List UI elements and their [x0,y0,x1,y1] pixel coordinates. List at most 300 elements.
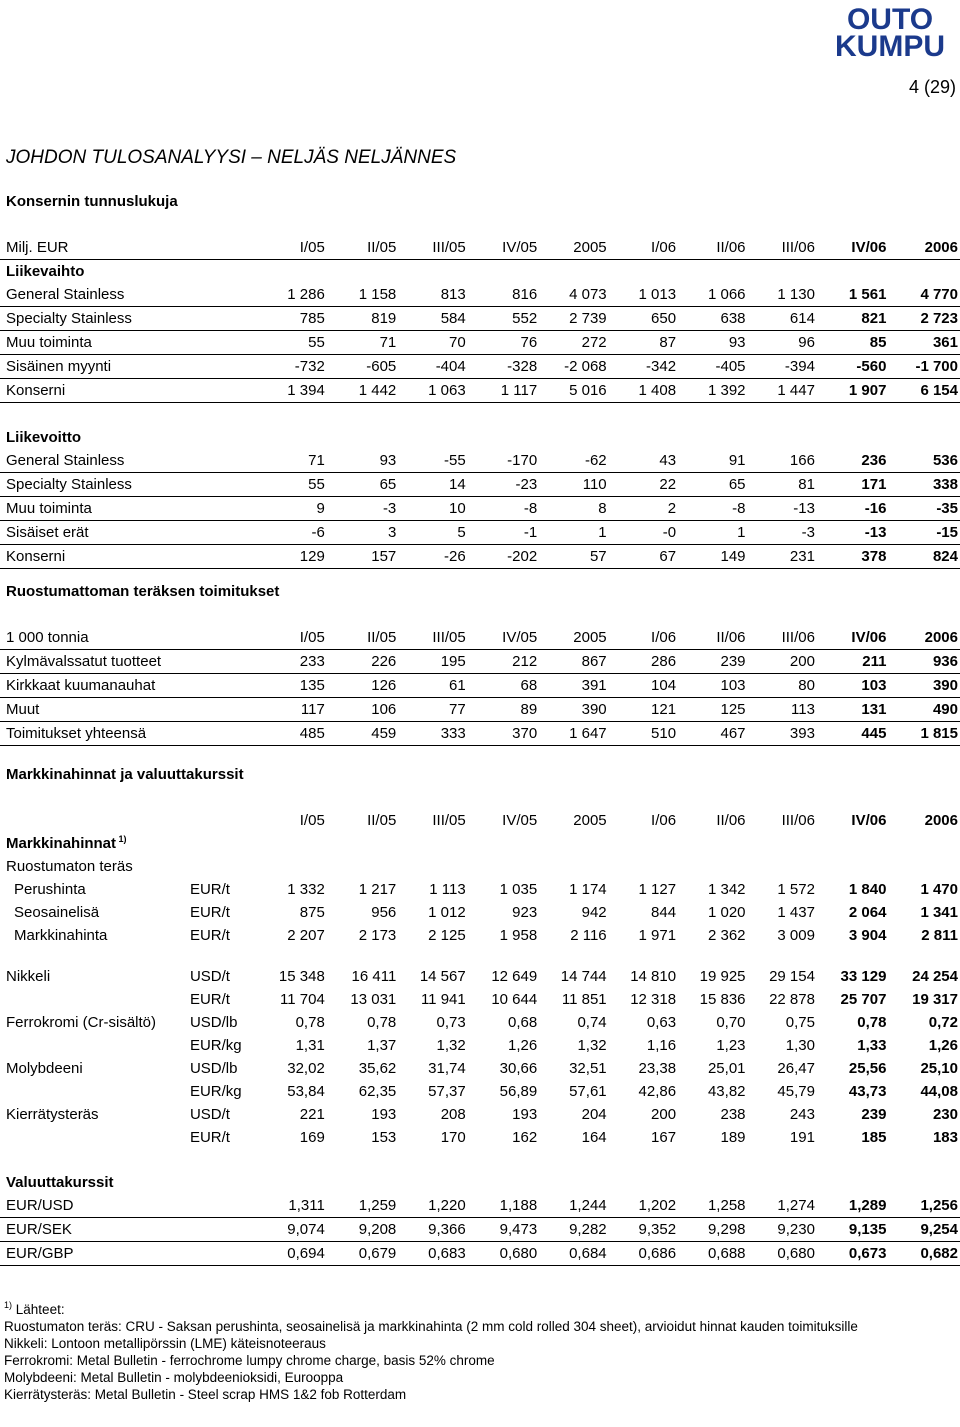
column-header: I/05 [255,236,326,260]
table-cell: 1,32 [577,1037,607,1054]
table-cell: 55 [255,331,326,355]
table-cell: 9,230 [748,1218,817,1242]
table-header-row [0,236,960,260]
table-cell: 93 [678,331,747,355]
table-cell: 467 [678,722,747,746]
table-cell: 1 447 [748,379,817,403]
table-cell: 9,074 [255,1218,326,1242]
table-cell: 5 016 [539,379,608,403]
table-cell: 25,10 [920,1060,958,1077]
footnote-line: Ferrokromi: Metal Bulletin - ferrochrome lumpy chrome charge, basis 52% chrome [4,1353,495,1368]
group-title: Ruostumaton teräs [6,858,133,875]
group-title-row [0,832,960,855]
table-cell: 1,33 [857,1037,887,1054]
table-cell: 1,289 [817,1194,888,1218]
table-cell: -26 [398,545,467,569]
table-row [0,1057,960,1080]
table-cell: 393 [748,722,817,746]
table-cell: 25,01 [707,1060,746,1077]
table-cell: 238 [720,1106,746,1123]
row-label: EUR/USD [0,1194,190,1218]
table-cell: 0,70 [716,1014,746,1031]
table-row [0,650,960,674]
table-cell: 1 561 [817,283,888,307]
table-cell: 71 [255,449,326,473]
table-cell: 1,244 [539,1194,608,1218]
row-unit: USD/lb [189,1014,238,1031]
table-row [0,307,960,331]
table-cell: 125 [678,698,747,722]
row-label: Konserni [0,379,255,403]
table-cell: 1 012 [428,904,466,921]
table-cell: 0,75 [785,1014,815,1031]
table-cell: 510 [609,722,678,746]
table-cell: 1 127 [638,881,677,898]
table-cell: -8 [468,497,539,521]
table-cell: 1 286 [255,283,326,307]
table-cell: 0,78 [295,1014,325,1031]
table-cell: 1,311 [255,1194,326,1218]
key-figures-table [0,236,960,569]
outokumpu-logo [822,4,958,58]
column-header: II/06 [716,812,746,829]
column-header: III/06 [748,236,817,260]
table-cell: 0,682 [888,1242,960,1266]
table-row [0,1034,960,1057]
table-cell: 93 [327,449,398,473]
table-cell: 65 [678,473,747,497]
table-cell: 1 113 [429,881,466,898]
table-cell: 26,47 [777,1060,815,1077]
table-cell: 239 [861,1106,887,1123]
table-cell: 361 [888,331,960,355]
row-label: Specialty Stainless [0,473,255,497]
table-cell: 936 [888,650,960,674]
table-cell: 1 647 [539,722,608,746]
column-header: III/05 [398,236,467,260]
table-cell: 57,37 [428,1083,466,1100]
table-cell: 43 [609,449,678,473]
table-cell: 56,89 [499,1083,538,1100]
table-cell: 8 [539,497,608,521]
table-cell: 208 [440,1106,466,1123]
table-cell: 2 116 [570,927,607,944]
table-cell: 14 [398,473,467,497]
row-label [0,988,190,1011]
table-cell: 1 442 [327,379,398,403]
column-header: 2005 [573,812,607,829]
table-cell: 14 744 [560,968,607,985]
table-cell: 193 [512,1106,538,1123]
table-cell: -394 [748,355,817,379]
table-cell: 1 217 [358,881,397,898]
table-cell: 162 [512,1129,538,1146]
group-title: Valuuttakurssit [6,1174,114,1191]
table-cell: 0,72 [928,1014,958,1031]
table-cell: 6 154 [888,379,960,403]
row-unit [190,1242,255,1266]
table-cell: 9,473 [468,1218,539,1242]
table-cell: 81 [748,473,817,497]
footnote-line: Nikkeli: Lontoon metallipörssin (LME) käteisnoteeraus [4,1336,326,1351]
table-cell: 230 [932,1106,958,1123]
column-header: 2006 [888,236,960,260]
table-cell: 189 [720,1129,746,1146]
table-cell: 12 318 [630,991,677,1008]
row-label: Perushinta [14,881,86,898]
table-cell: 1 063 [398,379,467,403]
row-unit: EUR/t [189,927,230,944]
table-cell: 0,694 [255,1242,326,1266]
table-cell: 3 009 [777,927,815,944]
table-cell: 2 173 [358,927,397,944]
table-cell: 2 064 [848,904,887,921]
table-row [0,988,960,1011]
table-cell: 1,26 [928,1037,958,1054]
table-cell: 9,208 [327,1218,398,1242]
logo-text-bottom: KUMPU [835,30,945,58]
table-cell: 1 035 [499,881,538,898]
row-label: Muut [0,698,255,722]
table-cell: 32,51 [569,1060,607,1077]
table-cell: 65 [327,473,398,497]
table-cell: 819 [327,307,398,331]
table-cell: 1 013 [609,283,678,307]
table-cell: 23,38 [638,1060,677,1077]
column-header: 2005 [539,236,608,260]
table-cell: 638 [678,307,747,331]
table-cell: 1,188 [468,1194,539,1218]
column-header: IV/05 [468,626,539,650]
table-cell: 1 342 [707,881,746,898]
table-cell: 14 567 [419,968,466,985]
table-cell: 1,202 [609,1194,678,1218]
table-cell: 68 [468,674,539,698]
row-unit: EUR/kg [189,1037,242,1054]
table-cell: 57 [539,545,608,569]
table-cell: -6 [255,521,326,545]
row-unit [190,1194,255,1218]
table-cell: 1,37 [367,1037,397,1054]
table-cell: 16 411 [351,968,397,985]
row-label: Kylmävalssatut tuotteet [0,650,255,674]
table-cell: 42,86 [638,1083,677,1100]
column-header: II/06 [678,626,747,650]
table-cell: 5 [398,521,467,545]
table-cell: 2 [609,497,678,521]
table-cell: 1 341 [920,904,958,921]
table-cell: 55 [255,473,326,497]
table-cell: 11 704 [280,991,325,1008]
table-row [0,924,960,947]
table-cell: 614 [748,307,817,331]
table-row [0,497,960,521]
table-cell: 200 [651,1106,677,1123]
table-cell: 153 [371,1129,397,1146]
table-cell: 211 [817,650,888,674]
table-cell: 106 [327,698,398,722]
table-cell: 1,31 [295,1037,325,1054]
table-cell: 19 925 [699,968,746,985]
table-cell: 9 [255,497,326,521]
row-label: Sisäinen myynti [0,355,255,379]
table-cell: -23 [468,473,539,497]
table-cell: 96 [748,331,817,355]
table-cell: 0,683 [398,1242,467,1266]
table-cell: 1 907 [817,379,888,403]
table-cell: 243 [789,1106,815,1123]
spacer-row [0,947,960,965]
table-cell: 35,62 [358,1060,397,1077]
table-cell: 15 348 [278,968,325,985]
column-header: III/05 [432,812,466,829]
table-row [0,722,960,746]
row-label: Konserni [0,545,255,569]
table-cell: 4 073 [539,283,608,307]
table-cell: 1,258 [678,1194,747,1218]
column-header: II/06 [678,236,747,260]
table-cell: -405 [678,355,747,379]
column-header-unit [0,809,190,832]
table-row [0,674,960,698]
table-cell: -16 [817,497,888,521]
table-cell: 29 154 [769,968,815,985]
table-cell: -170 [468,449,539,473]
table-cell: 4 770 [888,283,960,307]
table-cell: 0,78 [367,1014,397,1031]
table-cell: 9,135 [817,1218,888,1242]
table-cell: 1 815 [888,722,960,746]
table-cell: 45,79 [777,1083,815,1100]
table-cell: 0,68 [508,1014,538,1031]
table-cell: 76 [468,331,539,355]
table-row [0,1011,960,1034]
table-cell: 185 [861,1129,887,1146]
table-row [0,1080,960,1103]
table-cell: 85 [817,331,888,355]
column-header: IV/06 [817,236,888,260]
table-cell: -732 [255,355,326,379]
table-cell: -13 [817,521,888,545]
table-row [0,521,960,545]
table-cell: 286 [609,650,678,674]
table-cell: 167 [651,1129,677,1146]
table-cell: 15 836 [699,991,746,1008]
table-cell: 131 [817,698,888,722]
table-cell: 650 [609,307,678,331]
table-cell: 87 [609,331,678,355]
table-cell: 956 [371,904,397,921]
row-label: EUR/SEK [0,1218,190,1242]
table-cell: 24 254 [912,968,958,985]
row-unit: USD/lb [189,1060,238,1077]
table-cell: 0,688 [678,1242,747,1266]
table-cell: 1,32 [436,1037,466,1054]
table-cell: 1 394 [255,379,326,403]
table-cell: 1 840 [848,881,887,898]
table-cell: 0,684 [539,1242,608,1266]
table-cell: 9,352 [609,1218,678,1242]
table-cell: 0,74 [577,1014,607,1031]
table-cell: 2 723 [888,307,960,331]
table-row [0,1218,960,1242]
table-cell: 1 130 [748,283,817,307]
table-cell: 126 [327,674,398,698]
table-cell: -0 [609,521,678,545]
table-cell: 135 [255,674,326,698]
row-label [0,1126,190,1149]
table-cell: 1 020 [707,904,746,921]
table-row [0,1126,960,1149]
table-cell: 0,63 [646,1014,677,1031]
table-cell: 1 572 [777,881,815,898]
table-cell: 25,56 [848,1060,887,1077]
table-cell: 536 [888,449,960,473]
group-title: Liikevaihto [6,263,85,280]
table-cell: 157 [327,545,398,569]
table-cell: -3 [748,521,817,545]
table-cell: -202 [468,545,539,569]
column-header: II/05 [367,812,397,829]
table-cell: -13 [748,497,817,521]
table-cell: 3 904 [848,927,887,944]
logo-text-top: OUTO [846,4,934,36]
row-label: Ferrokromi (Cr-sisältö) [6,1014,156,1031]
table-cell: -404 [398,355,467,379]
table-cell: 91 [678,449,747,473]
table-cell: 193 [371,1106,397,1123]
footnote-line: Ruostumaton teräs: CRU - Saksan perushinta, seosainelisä ja markkinahinta (2 mm cold rolled 304 sheet), arvioidut hinnat kauden toimituksille [4,1319,858,1334]
table-cell: 0,686 [609,1242,678,1266]
row-unit: EUR/kg [189,1083,242,1100]
table-cell: -560 [817,355,888,379]
table-cell: 824 [888,545,960,569]
table-cell: 204 [581,1106,607,1123]
column-header: II/05 [327,626,398,650]
table-cell: 391 [539,674,608,698]
table-cell: 43,82 [707,1083,746,1100]
row-label: EUR/GBP [0,1242,190,1266]
table-cell: 10 644 [491,991,538,1008]
table-cell: 821 [817,307,888,331]
table-cell: 1 117 [468,379,539,403]
table-cell: 191 [789,1129,815,1146]
table-cell: 236 [817,449,888,473]
table-cell: 0,673 [817,1242,888,1266]
table-row [0,1242,960,1266]
table-cell: 1 174 [569,881,607,898]
table-cell: -35 [888,497,960,521]
table-cell: 2 362 [707,927,746,944]
table-cell: -605 [327,355,398,379]
table-cell: -1 [468,521,539,545]
table-cell: 490 [888,698,960,722]
table-cell: 212 [468,650,539,674]
table-cell: 1 066 [678,283,747,307]
table-cell: 226 [327,650,398,674]
table-cell: 1,220 [398,1194,467,1218]
table-cell: 13 031 [350,991,397,1008]
table-cell: 43,73 [848,1083,887,1100]
table-row [0,901,960,924]
table-cell: 221 [299,1106,325,1123]
table-cell: 813 [398,283,467,307]
table-cell: 390 [888,674,960,698]
table-cell: 67 [609,545,678,569]
table-cell: 0,680 [468,1242,539,1266]
table-cell: 10 [398,497,467,521]
column-header: IV/05 [468,236,539,260]
group-title-row [0,426,960,449]
spacer-row [0,403,960,427]
table-cell: 0,680 [748,1242,817,1266]
group-title: Liikevoitto [6,429,82,446]
table-cell: 552 [468,307,539,331]
table-row [0,545,960,569]
table-cell: 816 [468,283,539,307]
table-cell: 61 [398,674,467,698]
table-cell: 183 [932,1129,958,1146]
table-cell: 1 408 [609,379,678,403]
footnotes [4,1301,944,1403]
table-cell: 70 [398,331,467,355]
column-header: IV/06 [817,626,888,650]
table-cell: 3 [327,521,398,545]
row-unit [190,1218,255,1242]
table-cell: 1 470 [920,881,958,898]
table-cell: 233 [255,650,326,674]
row-label: General Stainless [0,283,255,307]
table-cell: 1,259 [327,1194,398,1218]
table-cell: 9,282 [539,1218,608,1242]
table-cell: 942 [581,904,607,921]
table-cell: 1 958 [499,927,538,944]
document-title: JOHDON TULOSANALYYSI – NELJÄS NELJÄNNES [6,147,457,168]
table-row [0,1194,960,1218]
table-cell: 1 158 [327,283,398,307]
row-label: Toimitukset yhteensä [0,722,255,746]
table-cell: 14 810 [630,968,677,985]
table-cell: 117 [255,698,326,722]
table-cell: 30,66 [499,1060,538,1077]
table-cell: 103 [678,674,747,698]
column-header: I/06 [609,626,678,650]
column-header: II/05 [327,236,398,260]
row-label [0,1080,190,1103]
table-row [0,379,960,403]
table-row [0,355,960,379]
table-row [0,283,960,307]
row-label: Sisäiset erät [0,521,255,545]
row-label: Muu toiminta [0,331,255,355]
table-cell: 272 [539,331,608,355]
group-title-row [0,1171,960,1194]
section-heading-key-figures: Konsernin tunnuslukuja [6,193,178,210]
table-cell: 1,16 [646,1037,677,1054]
table-cell: 200 [748,650,817,674]
table-cell: 1 437 [777,904,815,921]
row-unit: USD/t [189,1106,230,1123]
footnote-line: Molybdeeni: Metal Bulletin - molybdeenioksidi, Eurooppa [4,1370,344,1385]
table-cell: 129 [255,545,326,569]
table-row [0,449,960,473]
column-header: III/06 [748,626,817,650]
table-cell: 338 [888,473,960,497]
table-cell: 171 [817,473,888,497]
column-header: 2006 [888,626,960,650]
row-label [0,1034,190,1057]
group-title-row [0,260,960,284]
